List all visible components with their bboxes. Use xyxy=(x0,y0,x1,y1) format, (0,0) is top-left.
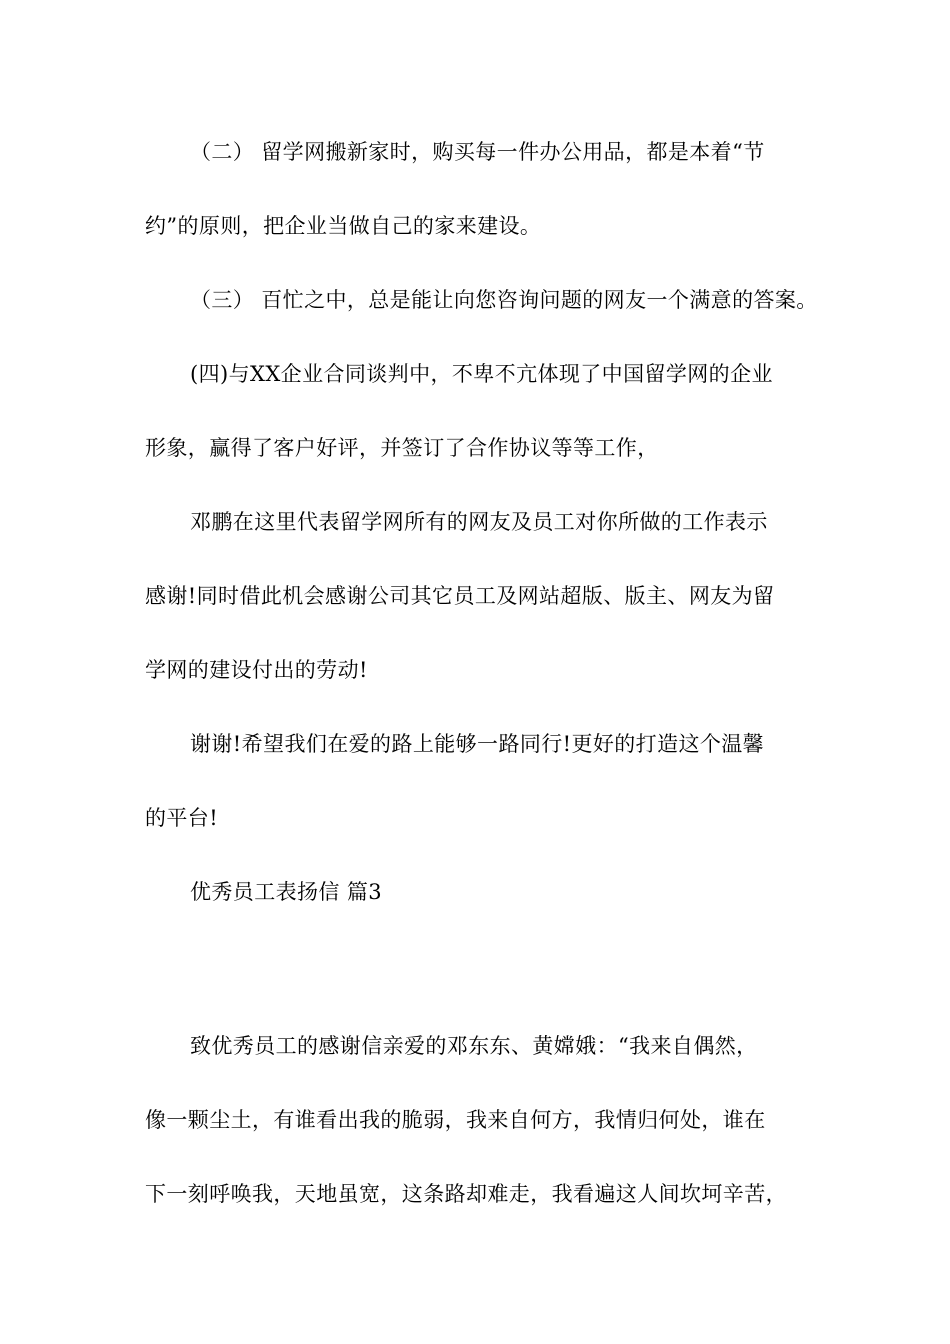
paragraph-line-8: 学网的建设付出的劳动! xyxy=(145,658,368,682)
paragraph-line-4: (四)与XX企业合同谈判中，不卑不亢体现了中国留学网的企业 xyxy=(190,362,773,386)
paragraph-line-10: 的平台! xyxy=(145,806,219,830)
paragraph-line-2: 约”的原则，把企业当做自己的家来建设。 xyxy=(145,214,542,238)
paragraph-line-5: 形象，赢得了客户好评，并签订了合作协议等等工作， xyxy=(145,436,659,460)
paragraph-line-12: 像一颗尘土，有谁看出我的脆弱，我来自何方，我情归何处，谁在 xyxy=(145,1108,766,1132)
paragraph-line-3: （三） 百忙之中，总是能让向您咨询问题的网友一个满意的答案。 xyxy=(190,288,818,312)
paragraph-line-7: 感谢!同时借此机会感谢公司其它员工及网站超版、版主、网友为留 xyxy=(145,584,775,608)
paragraph-line-11: 致优秀员工的感谢信亲爱的邓东东、黄嫦娥：“我来自偶然， xyxy=(190,1034,758,1058)
paragraph-line-1: （二） 留学网搬新家时，购买每一件办公用品，都是本着“节 xyxy=(190,140,765,164)
paragraph-line-6: 邓鹏在这里代表留学网所有的网友及员工对你所做的工作表示 xyxy=(190,510,768,534)
paragraph-line-9: 谢谢!希望我们在爱的路上能够一路同行!更好的打造这个温馨 xyxy=(190,732,765,756)
paragraph-line-13: 下一刻呼唤我，天地虽宽，这条路却难走，我看遍这人间坎坷辛苦， xyxy=(145,1182,787,1206)
section-heading: 优秀员工表扬信 篇3 xyxy=(190,880,383,904)
